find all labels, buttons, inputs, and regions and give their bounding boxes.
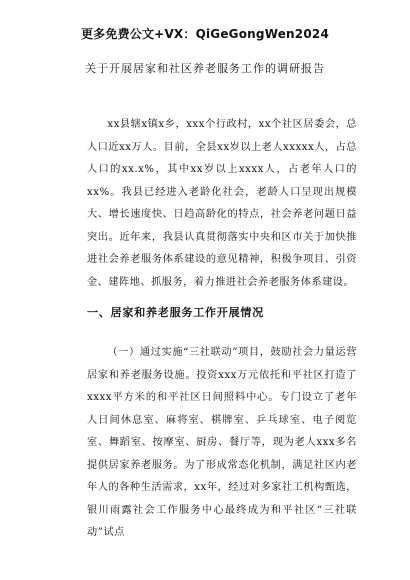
watermark-header: 更多免费公文+VX：QiGeGongWen2024: [80, 27, 329, 41]
section-paragraph: （一）通过实施“三社联动”项目，鼓励社会力量运营居家和养老服务设施。投资xxx万元依托和平社区打造了xxxx平方米的和平社区日间照料中心。专门设立了老年人日间休息室、麻将室、棋牌室、乒乓球室、电子阅览室、舞蹈室、按摩室、厨房、餐厅等，现为老人xxx多名提供居家养老服务。为了形成常态化机制，满足社区内老年人的各种生活需求，xx年，经过对多家社工机构甄选，银川雨露社会工作服务中心最终成为和平社区“三社联动”试点: [87, 347, 357, 538]
intro-paragraph: xx县辖x镇x乡，xxx个行政村，xx个社区居委会，总人口近xx万人。目前，全县xx岁以上老人xxxxx人，占总人口的xx.x%，其中xx岁以上xxxx人，占老年人口的xx%。我县已经进入老龄化社会，老龄人口呈现出规模大、增长速度快、日趋高龄化的特点，社会养老问题日益突出。近年来，我县认真贯彻落实中央和区市关于加快推进社会养老服务体系建设的意见精神，积极争项目、引资金、建阵地、抓服务，着力推进社会养老服务体系建设。: [87, 119, 357, 288]
document-title: 关于开展居家和社区养老服务工作的调研报告: [85, 62, 325, 75]
section-heading: 一、居家和养老服务工作开展情况: [87, 306, 264, 319]
